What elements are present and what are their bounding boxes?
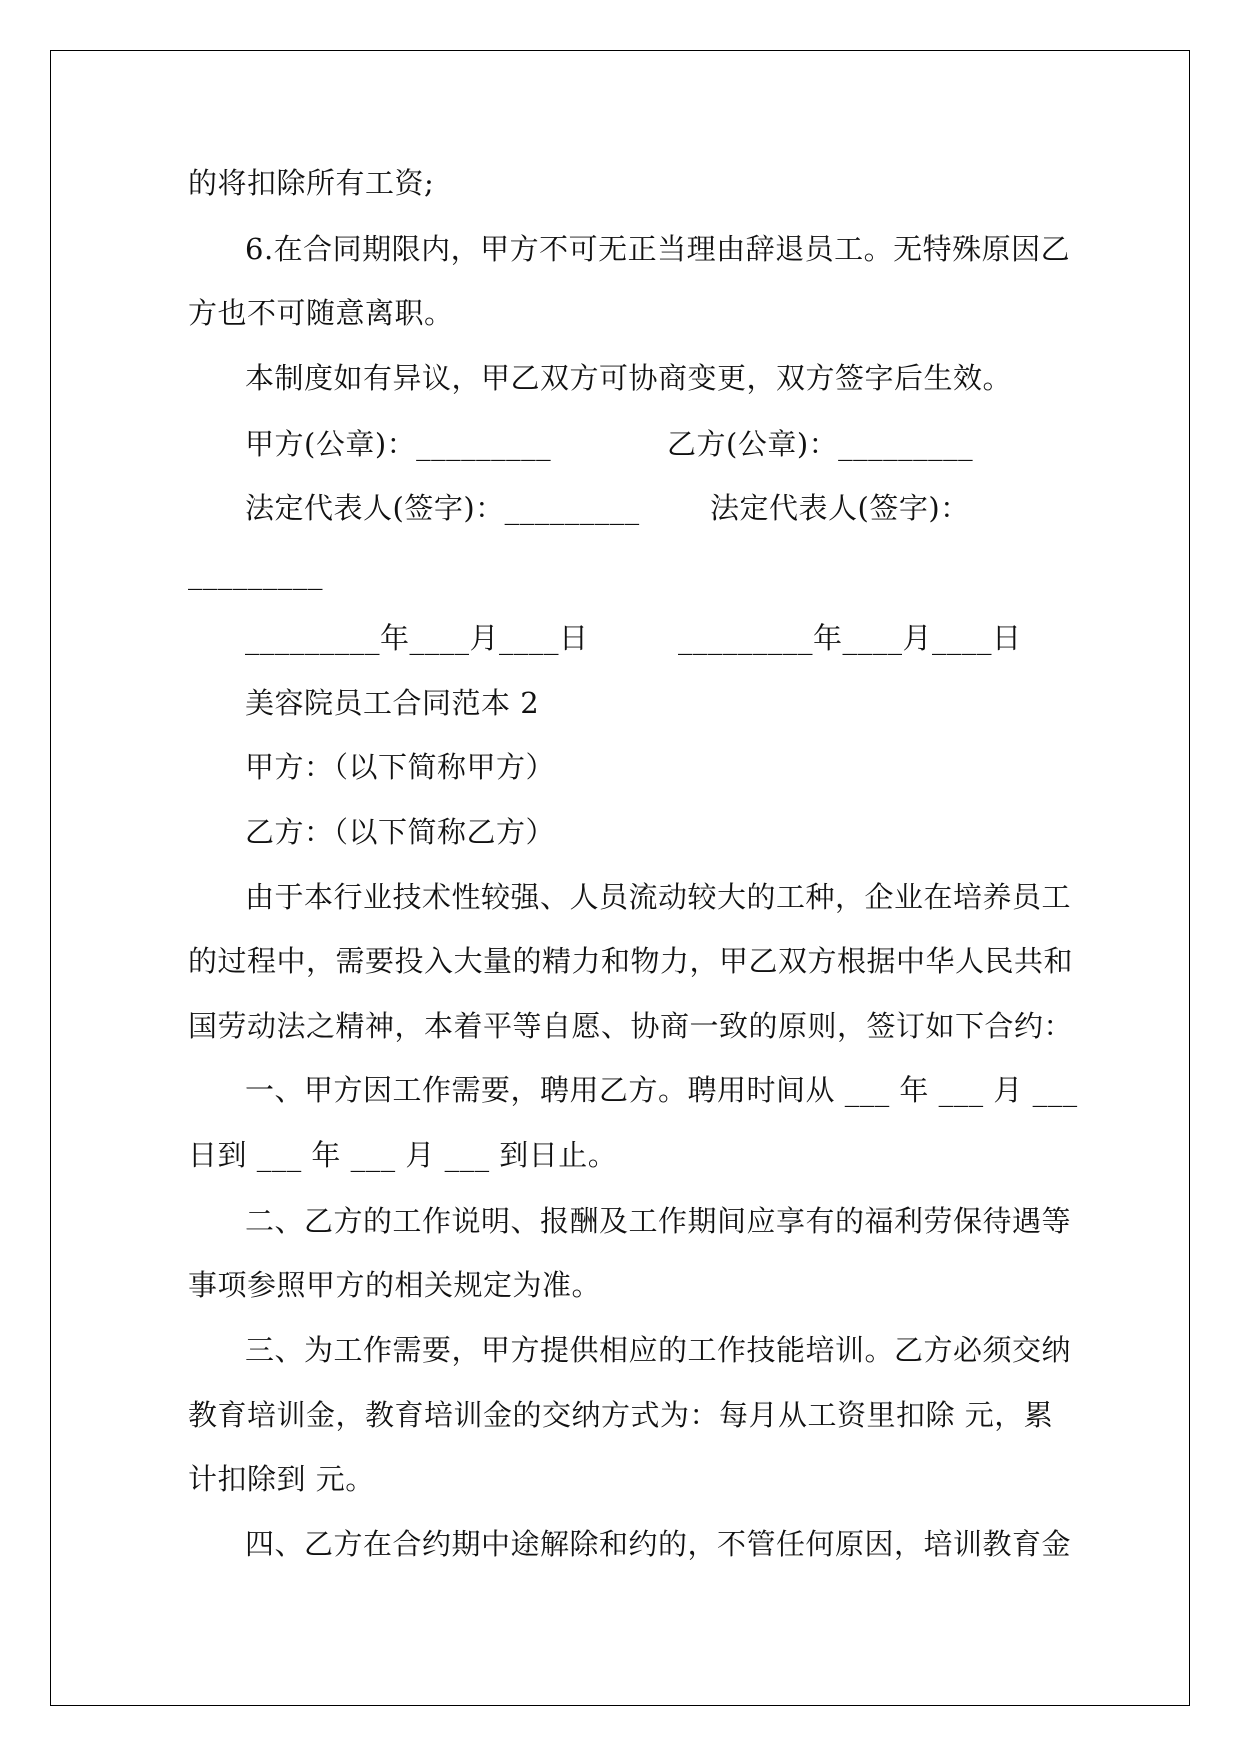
text-line: 事项参照甲方的相关规定为准。 — [188, 1268, 602, 1302]
text-line: 一、甲方因工作需要，聘用乙方。聘用时间从 ___ 年 ___ 月 ___ — [245, 1073, 1078, 1107]
text-line: 二、乙方的工作说明、报酬及工作期间应享有的福利劳保待遇等 — [245, 1204, 1072, 1238]
party-a-date-line: _________年____月____日 — [245, 621, 589, 655]
text-line: 方也不可随意离职。 — [188, 296, 454, 330]
section-title: 美容院员工合同范本 2 — [245, 686, 540, 720]
text-line: 乙方：（以下简称乙方） — [245, 815, 556, 849]
text-line: 国劳动法之精神，本着平等自愿、协商一致的原则，签订如下合约： — [188, 1009, 1074, 1043]
text-line: 计扣除到 元。 — [188, 1462, 375, 1496]
party-a-seal-line: 甲方(公章)：_________ — [245, 427, 552, 461]
party-b-representative-line: 法定代表人(签字)： — [710, 491, 970, 525]
text-line: 四、乙方在合约期中途解除和约的，不管任何原因，培训教育金 — [245, 1527, 1072, 1561]
text-line: 甲方：（以下简称甲方） — [245, 750, 556, 784]
text-line: 的将扣除所有工资; — [188, 166, 435, 200]
text-line: 6.在合同期限内，甲方不可无正当理由辞退员工。无特殊原因乙 — [245, 232, 1071, 266]
party-b-seal-line: 乙方(公章)：_________ — [667, 427, 974, 461]
party-a-representative-line: 法定代表人(签字)：_________ — [245, 491, 640, 525]
party-b-date-line: _________年____月____日 — [678, 621, 1022, 655]
signature-blank: _________ — [188, 556, 323, 590]
text-line: 的过程中，需要投入大量的精力和物力，甲乙双方根据中华人民共和 — [188, 944, 1074, 978]
text-line: 由于本行业技术性较强、人员流动较大的工种，企业在培养员工 — [245, 880, 1072, 914]
text-line: 日到 ___ 年 ___ 月 ___ 到日止。 — [188, 1138, 618, 1172]
text-line: 教育培训金，教育培训金的交纳方式为：每月从工资里扣除 元，累 — [188, 1398, 1054, 1432]
text-line: 本制度如有异议，甲乙双方可协商变更，双方签字后生效。 — [245, 361, 1013, 395]
text-line: 三、为工作需要，甲方提供相应的工作技能培训。乙方必须交纳 — [245, 1333, 1072, 1367]
